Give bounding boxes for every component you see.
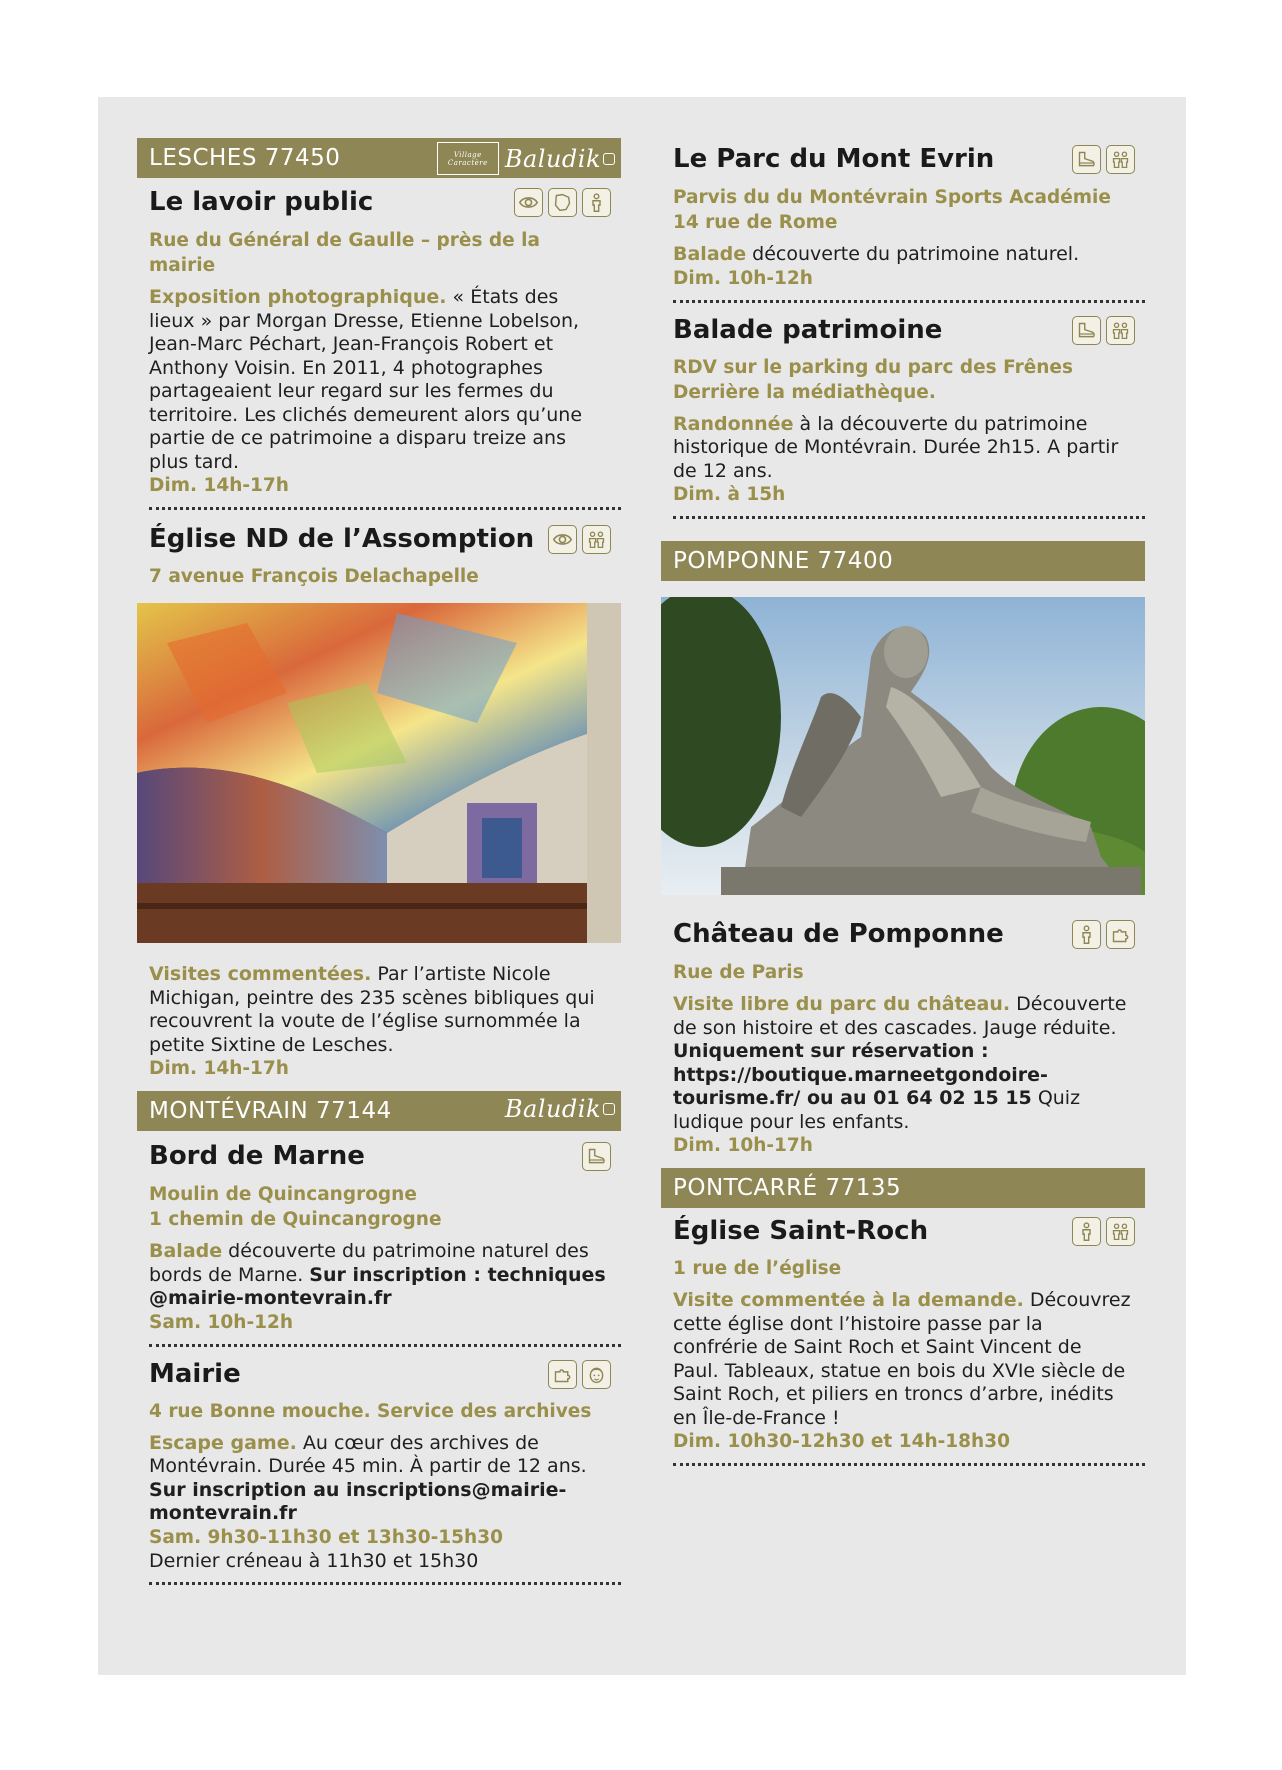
event-description: Visite commentée à la demande. Découvrez cette église dont l’histoire passe par la confrérie de Saint Roch et Saint Vincent de Paul. Tableaux, statue en bois du XVIe siècle de Saint Roch, et piliers en troncs d’arbre, inédits en Île-de-France ! [673, 1289, 1131, 1429]
city-name: POMPONNE 77400 [673, 548, 894, 574]
puzzle-icon [548, 1360, 577, 1389]
map-icon [548, 188, 577, 217]
event-eglise-assomption [137, 522, 621, 589]
event-date: Sam. 9h30-11h30 et 13h30-15h30 [149, 1526, 503, 1548]
shoe-icon [1072, 145, 1101, 174]
church-ceiling-photo [137, 603, 621, 943]
event-address: Derrière la médiathèque. [673, 381, 936, 403]
left-column [137, 138, 621, 1585]
pomponne-statue-photo [661, 597, 1145, 895]
event-description: Balade découverte du patrimoine naturel. [673, 243, 1080, 265]
city-name: PONTCARRÉ 77135 [673, 1175, 902, 1201]
event-icons [1072, 920, 1135, 949]
event-address: Rue de Paris [673, 962, 804, 983]
event-date: Dim. 14h-17h [149, 1058, 289, 1079]
event-eglise-details [137, 963, 621, 1081]
event-description: Balade découverte du patrimoine naturel des bords de Marne. Sur inscription : techniques @mairie-montevrain.fr [149, 1240, 606, 1309]
event-description: Exposition photographique. « États des lieux » par Morgan Dresse, Etienne Lobelson, Jean-Marc Péchart, Jean-François Robert et Anthony Voisin. En 2011, 4 photographes partageaient leur regard sur les fermes du territoire. Les clichés demeurent alors qu’une partie de ce patrimoine a disparu treize ans plus tard. [149, 286, 583, 473]
event-parc-mont-evrin [661, 142, 1145, 291]
person-icon [582, 188, 611, 217]
event-date: Dim. à 15h [673, 484, 786, 505]
city-name: LESCHES 77450 [149, 145, 341, 171]
event-address: Parvis du du Montévrain Sports Académie [673, 187, 1111, 208]
event-icons [1072, 316, 1135, 345]
group-icon [1106, 145, 1135, 174]
partner-logos [505, 1095, 615, 1123]
event-mairie [137, 1357, 621, 1574]
eye-icon [514, 188, 543, 217]
event-description: Escape game. Au cœur des archives de Montévrain. Durée 45 min. À partir de 12 ans. Sur inscription au inscriptions@mairie-montevrain.fr [149, 1431, 587, 1524]
event-title: Église Saint-Roch [673, 1216, 929, 1246]
event-bord-de-marne [137, 1139, 621, 1335]
event-chateau-pomponne [661, 917, 1145, 1158]
person-icon [1072, 1217, 1101, 1246]
event-date: Sam. 10h-12h [149, 1311, 294, 1333]
event-note: Dernier créneau à 11h30 et 15h30 [149, 1549, 479, 1572]
group-icon [1106, 1217, 1135, 1246]
event-icons [1072, 1217, 1135, 1246]
event-date: Dim. 10h30-12h30 et 14h-18h30 [673, 1431, 1010, 1452]
baludik-logo: Baludik [505, 145, 615, 173]
event-title: Balade patrimoine [673, 314, 943, 345]
eye-icon [548, 525, 577, 554]
event-address: 7 avenue François Delachapelle [149, 566, 479, 587]
city-bar-pomponne [661, 541, 1145, 581]
person-icon [1072, 920, 1101, 949]
event-title: Église ND de l’Assomption [149, 524, 535, 554]
group-icon [582, 525, 611, 554]
event-address: RDV sur le parking du parc des Frênes [673, 356, 1073, 378]
event-address: 14 rue de Rome [673, 212, 838, 233]
event-date: Dim. 10h-17h [673, 1135, 813, 1156]
divider [673, 516, 1145, 519]
divider [673, 300, 1145, 303]
event-date: Dim. 10h-12h [673, 267, 813, 289]
event-icons [514, 188, 611, 217]
puzzle-icon [1106, 920, 1135, 949]
shoe-icon [1072, 316, 1101, 345]
baludik-logo: Baludik [505, 1095, 615, 1123]
divider [149, 1582, 621, 1585]
village-caractere-logo: Village Caractère [437, 142, 499, 175]
city-bar-montevrain [137, 1091, 621, 1131]
event-title: Bord de Marne [149, 1141, 365, 1171]
shoe-icon [582, 1142, 611, 1171]
right-column [661, 138, 1145, 1466]
event-balade-patrimoine [661, 313, 1145, 508]
event-title: Le Parc du Mont Evrin [673, 144, 995, 174]
city-bar-pontcarre [661, 1168, 1145, 1208]
divider [149, 507, 621, 510]
event-title: Château de Pomponne [673, 919, 1004, 949]
event-description: Randonnée à la découverte du patrimoine historique de Montévrain. Durée 2h15. A partir de 12 ans. [673, 412, 1119, 482]
event-address: 1 rue de l’église [673, 1258, 842, 1279]
event-date: Dim. 14h-17h [149, 475, 289, 496]
event-icons [548, 525, 611, 554]
event-title: Le lavoir public [149, 187, 374, 217]
event-address: 1 chemin de Quincangrogne [149, 1209, 442, 1230]
city-name: MONTÉVRAIN 77144 [149, 1098, 392, 1124]
event-description: Visites commentées. Par l’artiste Nicole Michigan, peintre des 235 scènes bibliques qui recouvrent la voute de l’église surnommée la petite Sixtine de Lesches. [149, 963, 595, 1056]
event-icons [548, 1360, 611, 1389]
event-address: 4 rue Bonne mouche. Service des archives [149, 1400, 592, 1422]
event-address: Rue du Général de Gaulle – près de la mairie [149, 230, 540, 276]
group-icon [1106, 316, 1135, 345]
event-address: Moulin de Quincangrogne [149, 1184, 417, 1205]
city-bar-lesches [137, 138, 621, 178]
divider [149, 1344, 621, 1347]
divider [673, 1463, 1145, 1466]
event-title: Mairie [149, 1358, 241, 1389]
event-description: Visite libre du parc du château. Découverte de son histoire et des cascades. Jauge réduite. Uniquement sur réservation : https://boutique.marneetgondoire-tourisme.fr/ ou au 01 64 02 15 15 Quiz ludique pour les enfants. [673, 993, 1127, 1133]
child-face-icon [582, 1360, 611, 1389]
event-eglise-saint-roch [661, 1214, 1145, 1454]
event-icons [582, 1142, 611, 1171]
event-icons [1072, 145, 1135, 174]
event-lavoir [137, 185, 621, 498]
partner-logos [437, 142, 615, 175]
